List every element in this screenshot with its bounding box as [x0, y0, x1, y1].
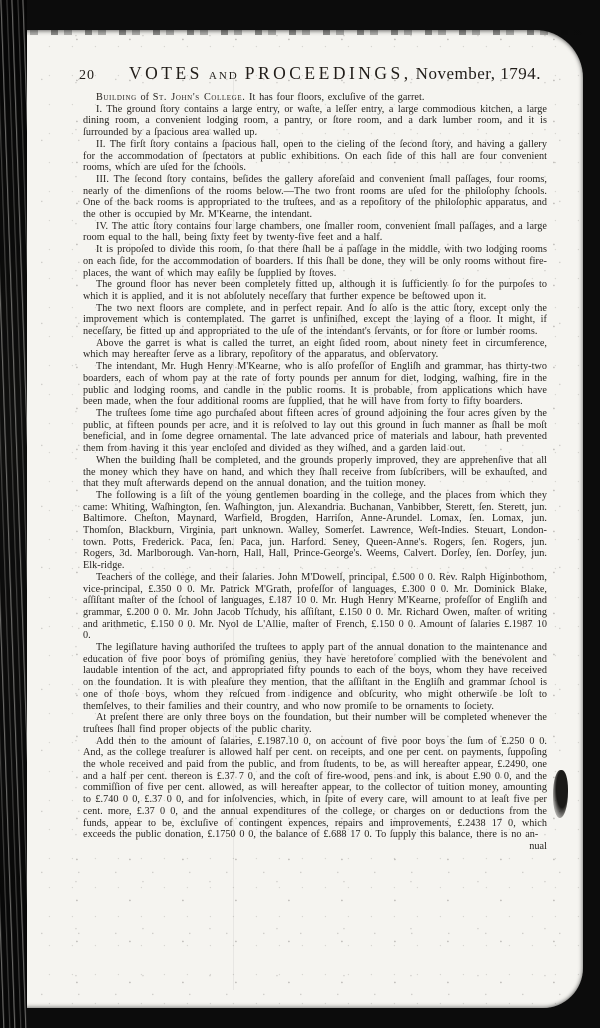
paragraph-first-story: II. The firſt ſtory contains a ſpacious hall, open to the cieling of the ſecond ſtory, and having a gallery for the accommodation of ſpectators at public exhibitions. On each ſide of this hall are four convenient rooms, which are uſed for the ſchools. [83, 138, 547, 174]
catchword: nual [529, 841, 547, 852]
paragraph-building-completed: When the building ſhall be completed, and the grounds properly improved, they are apprehenſive that all the money which they have on hand, and which they ſhall receive from ſubſcribers, will be exhauſted, and that they muſt afterwards depend on the annual donation, and the tuition money. [83, 454, 547, 490]
title-word-proceedings: PROCEEDINGS, [244, 63, 412, 83]
paragraph-boarders-list: The following is a liſt of the young gentlemen boarding in the college, and the places from which they came: Whiting, Waſhington, ſen. Waſhington, jun. Alexandria. Buchanan, Vanbibber, Sterett, ſen. Sterett, jun. Baltimore. Cheſton, Maynard, Warfield, Brogden, Harriſon, Anne-Arundel. Lomax, ſen. Lomax, jun. Thomſon, Blackburn, Virginia, part unknown. Walley, Somerſet. Lawrence, Weſt-Indies. Steuart, London-town. Potts, Frederick. Paca, ſen. Paca, jun. Harford. Seney, Queen-Anne's. Rogers, ſen. Rogers, jun. Rogers, 3d. Marlborough. Van-horn, Hall, Hall, Prince-George's. Weems, Calvert. Dorſey, ſen. Dorſey, jun. Elk-ridge. [83, 489, 547, 572]
lead-of: of [136, 92, 153, 103]
paragraph-turret: Above the garret is what is called the turret, an eight ſided room, about ninety feet in circumference, which may hereafter ſerve as a library, repoſitory of the apparatus, and obſervatory. [83, 337, 547, 361]
paragraph-accounts: Add then to the amount of ſalaries, £.1987.10 0, on account of five poor boys the ſum of £.250 0 0. And, as the college treaſurer is allowed half per cent. on receipts, and one per cent. on payments, ſuppoſing the whole received and paid from the public, and from ſtudents, to be, as will hereafter appear, £.2490, one and a half per cent. thereon is £.37 7 0, and the coſt of fire-wood, pens and ink, is about £.90 0 0, and the commiſſion of five per cent. allowed, as will hereafter appear, to the collector of tuition money, amounting to £.740 0 0, £.37 0 0, and for inſolvencies, which, in ſpite of every care, will amount to at leaſt five per cent. more, £.37 0 0, and the annual expenditures of the college, or charges on or deductions from the funds, appear to be, excluſive of contingent expences, repairs and improvements, £.2438 17 0, which exceeds the public donation, £.1750 0 0, the balance of £.688 17 0. To ſupply this balance, there is no an- [83, 735, 547, 841]
lead-smallcaps-building: Building [96, 92, 137, 103]
title-word-and: AND [208, 70, 239, 82]
paragraph-ground-floor: The ground floor has never been completely fitted up, although it is ſufficiently ſo for the purpoſes to which it is applied, and it is not abſolutely neceſſary that further expence be beſtowed upon it. [83, 279, 547, 302]
page-number: 20 [79, 68, 95, 83]
paper-sheet [17, 30, 583, 1008]
paragraph-intendant-boarders: The intendant, Mr. Hugh Henry M'Kearne, who is alſo profeſſor of Engliſh and grammar, has thirty-two boarders, each of whom pay at the rate of forty pounds per annum for diet, lodging, waſhing, fire in the public and lodging rooms, and candle in the public rooms. It is probable, from applications which have been made, when the four additional rooms are ſupplied, that he will have from forty to fifty boarders. [83, 361, 547, 408]
scan-binding-edge [0, 0, 27, 1028]
paragraph-three-boys: At preſent there are only three boys on the foundation, but their number will be completed whenever the truſtees ſhall find proper objects of the public charity. [83, 712, 547, 735]
paragraph-ground-story: I. The ground ſtory contains a large entry, or waſte, a leſſer entry, a large commodious kitchen, a large dining room, a convenient lodging room, a pantry, or ſtore room, and a dark lumber room, and it is ſurrounded by a ſpacious area walled up. [83, 103, 547, 139]
ink-smudge [553, 770, 568, 818]
body-text [83, 92, 547, 853]
page-title [121, 63, 549, 84]
title-date: November, 1794. [415, 64, 541, 83]
paragraph-teachers-salaries: Teachers of the college, and their ſalaries. John M'Dowell, principal, £.500 0 0. Rev. Ralph Higinbothom, vice-principal, £.350 0 0. Mr. Patrick M'Grath, profeſſor of languages, £.300 0 0. Mr. Dominick Blake, aſſiſtant maſter of the ſchool of languages, £.187 10 0. Mr. Hugh Henry M'Kearne, profeſſor of Engliſh and grammar, £.200 0 0. Mr. John Jacob Tſchudy, his aſſiſtant, £.150 0 0. Mr. Richard Owen, maſter of writing and arithmetic, £.150 0 0. Mr. Nyol de L'Allie, maſter of French, £.150 0 0. Amount of ſalaries £.1987 10 0. [83, 571, 547, 642]
paragraph-divide-room: It is propoſed to divide this room, ſo that there ſhall be a paſſage in the middle, with two lodging rooms on each ſide, for the accommodation of boarders. If this ſhall be done, they will be only rooms without fire-places, the want of which may eaſily be ſupplied by ſtoves. [83, 244, 547, 279]
paragraph-legislature-poor-boys: The legiſlature having authoriſed the truſtees to apply part of the annual donation to the maintenance and education of five poor boys of promiſing genius, they have heretofore complied with the benevolent and laudable intention of the act, and appropriated fifty pounds to each of the boys, whom they have received on the foundation. It is with pleaſure they mention, that the aſſiſtant in the Engliſh and grammar ſchool is one of thoſe boys, whom they reſcued from indigence and obſcurity, who might otherwiſe be loſt to themſelves, to their families and their country, and who now promiſe to be ornaments to ſociety. [83, 642, 547, 712]
paragraph-attic-story: IV. The attic ſtory contains four large chambers, one ſmaller room, convenient ſmall paſſages, and a large room equal to the hall, being ſixty feet by twenty-five feet and a half. [83, 220, 547, 244]
lead-rest: It has four floors, excluſive of the garret. [245, 92, 425, 103]
paragraph-second-story: III. The ſecond ſtory contains, beſides the gallery aforeſaid and convenient ſmall paſſages, four rooms, nearly of the dimenſions of the rooms below.—The two front rooms are uſed for the philoſophy ſchools. One of the back rooms is appropriated to the truſtees, and as a repoſitory of the philoſophic apparatus, and the other is occupied by Mr. M'Kearne, the intendant. [83, 173, 547, 221]
running-header [79, 63, 549, 84]
paragraph-next-floors: The two next floors are complete, and in perfect repair. And ſo alſo is the attic ſtory, except only the improvement which is contemplated. The garret is unfiniſhed, except the laying of a floor. It might, if neceſſary, be fitted up and appropriated to the uſe of the intendant's ſervants, or for ſtore or lumber rooms. [83, 302, 547, 338]
paragraph-trustees-land: The truſtees ſome time ago purchaſed about fifteen acres of ground adjoining the four acres given by the public, at fifteen pounds per acre, and it is reſolved to lay out this ground in ſuch manner as ſhall be moſt beneficial, and in ſome degree ornamental. The late advanced price of materials and labour, hath prevented them from having it this year encloſed and divided as they wiſhed, and a garden laid out. [83, 407, 547, 455]
title-word-votes: VOTES [128, 63, 203, 83]
lead-paragraph [83, 92, 547, 104]
lead-smallcaps-college: St. John's College. [152, 92, 246, 103]
